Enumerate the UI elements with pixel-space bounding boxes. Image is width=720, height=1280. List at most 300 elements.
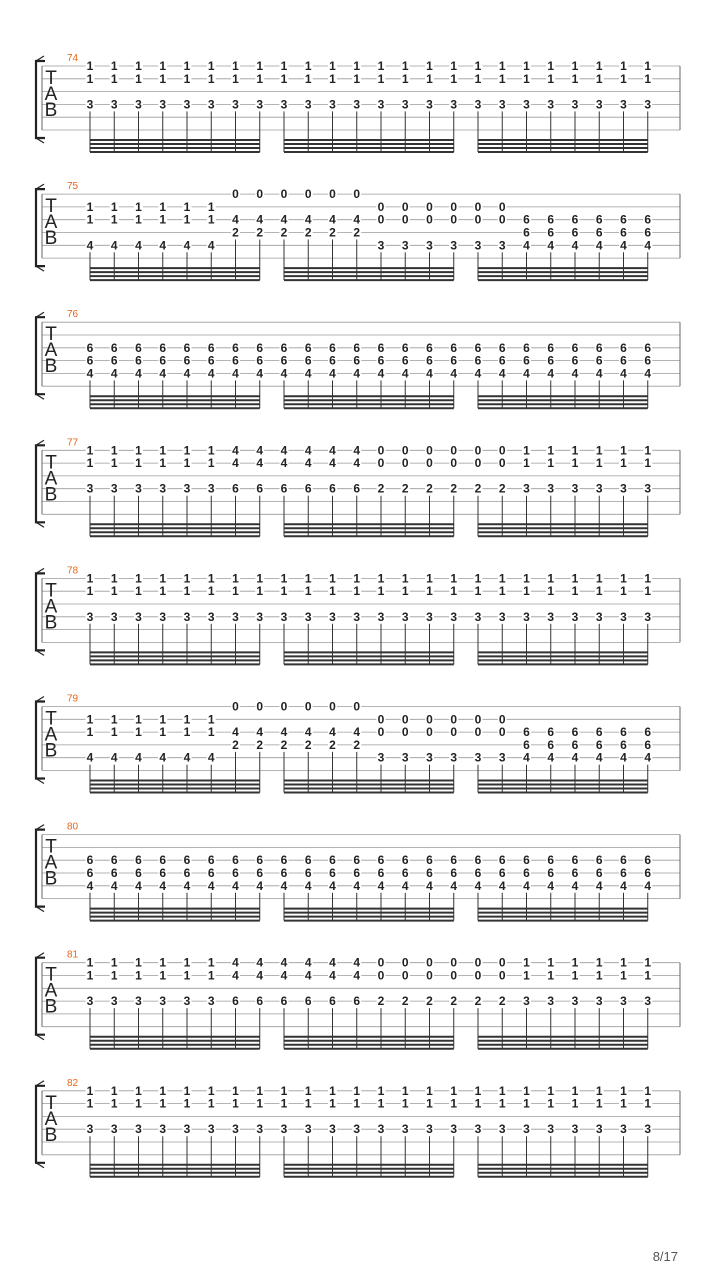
tab-clef-letter: A: [44, 340, 58, 362]
fret-number: 6: [329, 340, 336, 355]
fret-number: 1: [110, 71, 118, 86]
fret-number: 1: [620, 59, 627, 73]
fret-number: 6: [547, 340, 555, 355]
fret-number: 3: [256, 97, 264, 112]
fret-number: 6: [329, 853, 336, 868]
fret-number: 6: [644, 866, 652, 880]
fret-number: 6: [159, 340, 167, 355]
fret-number: 4: [232, 366, 239, 381]
fret-number: 6: [523, 866, 530, 880]
fret-number: 6: [232, 866, 239, 880]
fret-number: 1: [232, 1096, 239, 1111]
fret-number: 1: [86, 955, 94, 970]
fret-number: 6: [571, 737, 579, 752]
fret-number: 6: [135, 353, 142, 368]
fret-number: 1: [595, 1096, 603, 1111]
fret-number: 0: [474, 199, 482, 214]
fret-number: 1: [86, 571, 94, 586]
fret-number: 1: [159, 212, 167, 227]
fret-number: 6: [304, 853, 312, 868]
fret-number: 3: [183, 994, 191, 1009]
fret-number: 1: [159, 712, 167, 727]
fret-number: 1: [159, 1096, 167, 1111]
fret-number: 0: [498, 443, 506, 458]
fret-number: 1: [644, 59, 652, 73]
fret-number: 1: [620, 584, 627, 599]
fret-number: 4: [571, 238, 579, 253]
fret-number: 1: [304, 1083, 312, 1098]
fret-number: 3: [595, 609, 603, 624]
fret-number: 0: [450, 443, 458, 458]
fret-number: 3: [401, 1122, 409, 1137]
fret-number: 3: [135, 481, 142, 496]
fret-number: 1: [135, 725, 142, 740]
fret-number: 1: [547, 71, 555, 86]
fret-number: 4: [523, 238, 530, 253]
fret-number: 3: [498, 97, 506, 112]
fret-number: 6: [595, 725, 603, 740]
fret-number: 1: [547, 443, 555, 458]
fret-number: 6: [595, 212, 603, 227]
fret-number: 2: [377, 481, 385, 496]
fret-number: 1: [329, 1096, 336, 1111]
fret-number: 1: [135, 456, 142, 471]
fret-number: 4: [377, 878, 385, 893]
fret-number: 1: [523, 443, 530, 458]
fret-number: 1: [523, 1083, 530, 1098]
fret-number: 4: [547, 366, 555, 381]
fret-number: 3: [644, 1122, 652, 1137]
fret-number: 6: [644, 737, 652, 752]
fret-number: 1: [86, 199, 94, 214]
fret-number: 3: [280, 97, 288, 112]
fret-number: 1: [86, 212, 94, 227]
fret-number: 6: [86, 866, 94, 880]
fret-number: 4: [353, 955, 361, 970]
fret-number: 2: [256, 737, 264, 752]
fret-number: 1: [135, 443, 142, 458]
fret-number: 3: [86, 1122, 94, 1137]
fret-number: 1: [159, 456, 167, 471]
fret-number: 4: [304, 456, 312, 471]
fret-number: 4: [86, 878, 94, 893]
fret-number: 0: [401, 443, 409, 458]
fret-number: 3: [401, 97, 409, 112]
fret-number: 1: [159, 725, 167, 740]
fret-number: 1: [232, 584, 239, 599]
fret-number: 1: [329, 571, 336, 586]
fret-number: 4: [110, 238, 118, 253]
fret-number: 1: [353, 1096, 361, 1111]
fret-number: 4: [256, 955, 264, 970]
fret-number: 6: [644, 853, 652, 868]
fret-number: 3: [86, 994, 94, 1009]
fret-number: 6: [620, 737, 627, 752]
fret-number: 2: [450, 994, 458, 1009]
fret-number: 1: [401, 571, 409, 586]
fret-number: 4: [426, 878, 433, 893]
fret-number: 3: [329, 1122, 336, 1137]
fret-number: 6: [256, 994, 264, 1009]
fret-number: 1: [256, 584, 264, 599]
fret-number: 4: [159, 366, 167, 381]
fret-number: 0: [498, 456, 506, 471]
fret-number: 3: [304, 1122, 312, 1137]
fret-number: 1: [159, 59, 167, 73]
fret-number: 1: [207, 1096, 215, 1111]
fret-number: 1: [183, 584, 191, 599]
fret-number: 1: [110, 456, 118, 471]
fret-number: 1: [644, 1083, 652, 1098]
fret-number: 1: [426, 571, 433, 586]
fret-number: 1: [353, 1083, 361, 1098]
fret-number: 4: [644, 878, 652, 893]
fret-number: 6: [353, 994, 361, 1009]
fret-number: 1: [207, 955, 215, 970]
fret-number: 4: [644, 750, 652, 765]
fret-number: 4: [620, 878, 627, 893]
fret-number: 1: [86, 725, 94, 740]
fret-number: 1: [329, 1083, 336, 1098]
fret-number: 1: [377, 1083, 385, 1098]
fret-number: 1: [474, 1096, 482, 1111]
fret-number: 0: [401, 212, 409, 227]
fret-number: 6: [498, 353, 506, 368]
tab-clef-letter: B: [44, 740, 58, 762]
fret-number: 1: [523, 955, 530, 970]
fret-number: 1: [110, 212, 118, 227]
fret-number: 6: [426, 353, 433, 368]
fret-number: 0: [280, 699, 288, 714]
fret-number: 1: [280, 59, 288, 73]
fret-number: 0: [450, 712, 458, 727]
fret-number: 2: [426, 994, 433, 1009]
fret-number: 6: [256, 481, 264, 496]
fret-number: 4: [207, 366, 215, 381]
fret-number: 4: [304, 366, 312, 381]
system-bracket: [36, 702, 45, 779]
fret-number: 1: [426, 59, 433, 73]
fret-number: 2: [498, 994, 506, 1009]
fret-number: 4: [401, 366, 409, 381]
fret-number: 3: [620, 994, 627, 1009]
fret-number: 6: [595, 866, 603, 880]
fret-number: 3: [523, 609, 530, 624]
fret-number: 1: [547, 955, 555, 970]
fret-number: 6: [498, 866, 506, 880]
fret-number: 6: [304, 353, 312, 368]
fret-number: 2: [329, 225, 336, 240]
fret-number: 4: [110, 878, 118, 893]
fret-number: 4: [474, 878, 482, 893]
fret-number: 1: [547, 1096, 555, 1111]
fret-number: 0: [498, 955, 506, 970]
fret-number: 6: [232, 481, 239, 496]
fret-number: 1: [644, 968, 652, 983]
fret-number: 1: [183, 71, 191, 86]
fret-number: 6: [159, 353, 167, 368]
fret-number: 3: [547, 1122, 555, 1137]
fret-number: 2: [401, 994, 409, 1009]
fret-number: 4: [232, 955, 239, 970]
fret-number: 6: [280, 994, 288, 1009]
fret-number: 1: [620, 968, 627, 983]
measure-number: 77: [67, 437, 79, 449]
fret-number: 3: [207, 1122, 215, 1137]
fret-number: 2: [474, 994, 482, 1009]
tab-clef-letter: A: [44, 596, 58, 618]
fret-number: 6: [377, 853, 385, 868]
fret-number: 1: [207, 968, 215, 983]
fret-number: 4: [135, 750, 142, 765]
fret-number: 1: [207, 443, 215, 458]
fret-number: 4: [232, 878, 239, 893]
fret-number: 3: [571, 97, 579, 112]
fret-number: 2: [353, 225, 361, 240]
fret-number: 6: [304, 866, 312, 880]
fret-number: 3: [523, 1122, 530, 1137]
fret-number: 1: [86, 584, 94, 599]
tab-clef-letter: A: [44, 980, 58, 1002]
fret-number: 4: [232, 725, 239, 740]
fret-number: 4: [644, 238, 652, 253]
fret-number: 1: [571, 456, 579, 471]
fret-number: 6: [256, 340, 264, 355]
fret-number: 6: [595, 353, 603, 368]
fret-number: 3: [183, 609, 191, 624]
fret-number: 1: [474, 71, 482, 86]
fret-number: 1: [183, 199, 191, 214]
fret-number: 3: [450, 238, 458, 253]
fret-number: 3: [620, 1122, 627, 1137]
fret-number: 1: [450, 1083, 458, 1098]
fret-number: 0: [377, 968, 385, 983]
fret-number: 3: [353, 1122, 361, 1137]
fret-number: 4: [232, 456, 239, 471]
fret-number: 2: [304, 225, 312, 240]
fret-number: 1: [183, 712, 191, 727]
fret-number: 6: [571, 225, 579, 240]
fret-number: 6: [644, 225, 652, 240]
fret-number: 6: [207, 340, 215, 355]
tab-clef-letter: T: [45, 1092, 57, 1114]
fret-number: 6: [183, 353, 191, 368]
fret-number: 0: [232, 187, 239, 202]
fret-number: 0: [401, 199, 409, 214]
fret-number: 4: [86, 366, 94, 381]
fret-number: 1: [110, 955, 118, 970]
fret-number: 1: [110, 199, 118, 214]
fret-number: 4: [329, 968, 336, 983]
fret-number: 0: [498, 212, 506, 227]
fret-number: 0: [426, 968, 433, 983]
fret-number: 6: [571, 725, 579, 740]
fret-number: 0: [377, 199, 385, 214]
tab-clef-letter: A: [44, 212, 58, 234]
fret-number: 1: [620, 571, 627, 586]
fret-number: 3: [426, 609, 433, 624]
fret-number: 2: [353, 737, 361, 752]
tab-clef-letter: B: [44, 612, 58, 634]
fret-number: 4: [256, 443, 264, 458]
fret-number: 1: [377, 71, 385, 86]
fret-number: 1: [183, 1083, 191, 1098]
fret-number: 1: [571, 1096, 579, 1111]
fret-number: 6: [183, 853, 191, 868]
fret-number: 3: [450, 1122, 458, 1137]
fret-number: 1: [86, 443, 94, 458]
fret-number: 6: [595, 225, 603, 240]
fret-number: 3: [498, 238, 506, 253]
fret-number: 6: [620, 340, 627, 355]
fret-number: 4: [353, 443, 361, 458]
fret-number: 4: [183, 238, 191, 253]
fret-number: 4: [207, 238, 215, 253]
fret-number: 1: [183, 1096, 191, 1111]
fret-number: 6: [159, 866, 167, 880]
fret-number: 0: [426, 955, 433, 970]
system-bracket: [36, 573, 45, 650]
fret-number: 0: [474, 456, 482, 471]
fret-number: 0: [450, 725, 458, 740]
fret-number: 6: [474, 340, 482, 355]
fret-number: 1: [474, 59, 482, 73]
fret-number: 1: [159, 1083, 167, 1098]
fret-number: 1: [498, 71, 506, 86]
fret-number: 1: [183, 443, 191, 458]
fret-number: 4: [377, 366, 385, 381]
fret-number: 0: [474, 955, 482, 970]
fret-number: 1: [86, 59, 94, 73]
fret-number: 0: [474, 968, 482, 983]
fret-number: 4: [280, 366, 288, 381]
fret-number: 0: [256, 187, 264, 202]
fret-number: 0: [353, 187, 361, 202]
fret-number: 1: [377, 59, 385, 73]
fret-number: 1: [474, 1083, 482, 1098]
fret-number: 6: [401, 340, 409, 355]
measure-number: 80: [67, 821, 79, 833]
fret-number: 0: [256, 699, 264, 714]
fret-number: 6: [329, 994, 336, 1009]
fret-number: 3: [377, 609, 385, 624]
fret-number: 2: [280, 737, 288, 752]
fret-number: 1: [523, 571, 530, 586]
fret-number: 0: [498, 725, 506, 740]
fret-number: 3: [644, 609, 652, 624]
fret-number: 3: [595, 994, 603, 1009]
fret-number: 0: [426, 712, 433, 727]
fret-number: 1: [135, 212, 142, 227]
fret-number: 0: [401, 968, 409, 983]
fret-number: 4: [232, 212, 239, 227]
fret-number: 1: [644, 584, 652, 599]
fret-number: 1: [207, 1083, 215, 1098]
fret-number: 0: [450, 968, 458, 983]
fret-number: 0: [377, 955, 385, 970]
fret-number: 4: [304, 212, 312, 227]
fret-number: 3: [159, 609, 167, 624]
fret-number: 4: [644, 366, 652, 381]
fret-number: 4: [353, 878, 361, 893]
fret-number: 1: [498, 59, 506, 73]
fret-number: 3: [620, 481, 627, 496]
fret-number: 1: [498, 1083, 506, 1098]
fret-number: 1: [110, 1096, 118, 1111]
fret-number: 3: [547, 609, 555, 624]
fret-number: 6: [207, 853, 215, 868]
fret-number: 0: [474, 212, 482, 227]
fret-number: 6: [110, 866, 118, 880]
fret-number: 6: [644, 353, 652, 368]
fret-number: 4: [135, 238, 142, 253]
fret-number: 1: [547, 571, 555, 586]
fret-number: 4: [280, 968, 288, 983]
fret-number: 6: [280, 853, 288, 868]
fret-number: 3: [474, 609, 482, 624]
fret-number: 3: [353, 609, 361, 624]
fret-number: 6: [353, 340, 361, 355]
fret-number: 0: [377, 212, 385, 227]
fret-number: 4: [353, 212, 361, 227]
fret-number: 1: [426, 584, 433, 599]
fret-number: 1: [135, 571, 142, 586]
fret-number: 6: [450, 340, 458, 355]
fret-number: 1: [620, 955, 627, 970]
fret-number: 2: [450, 481, 458, 496]
fret-number: 3: [110, 97, 118, 112]
fret-number: 1: [353, 71, 361, 86]
fret-number: 1: [644, 955, 652, 970]
fret-number: 1: [110, 443, 118, 458]
fret-number: 4: [426, 366, 433, 381]
fret-number: 4: [498, 366, 506, 381]
fret-number: 4: [256, 878, 264, 893]
fret-number: 1: [523, 71, 530, 86]
fret-number: 6: [280, 340, 288, 355]
fret-number: 1: [353, 584, 361, 599]
fret-number: 4: [329, 212, 336, 227]
fret-number: 1: [523, 584, 530, 599]
fret-number: 1: [110, 584, 118, 599]
fret-number: 3: [644, 994, 652, 1009]
fret-number: 3: [474, 97, 482, 112]
fret-number: 1: [183, 725, 191, 740]
fret-number: 6: [450, 853, 458, 868]
fret-number: 6: [401, 353, 409, 368]
fret-number: 3: [426, 238, 433, 253]
fret-number: 1: [620, 1083, 627, 1098]
fret-number: 1: [86, 968, 94, 983]
fret-number: 1: [135, 968, 142, 983]
fret-number: 1: [595, 456, 603, 471]
fret-number: 4: [159, 238, 167, 253]
fret-number: 1: [280, 1083, 288, 1098]
fret-number: 3: [377, 97, 385, 112]
fret-number: 6: [523, 725, 530, 740]
fret-number: 4: [547, 750, 555, 765]
tab-clef-letter: T: [45, 964, 57, 986]
system-bracket: [36, 1086, 45, 1163]
fret-number: 6: [256, 353, 264, 368]
fret-number: 4: [498, 878, 506, 893]
fret-number: 6: [86, 853, 94, 868]
fret-number: 1: [595, 443, 603, 458]
fret-number: 1: [183, 968, 191, 983]
fret-number: 1: [110, 1083, 118, 1098]
fret-number: 2: [426, 481, 433, 496]
fret-number: 1: [135, 955, 142, 970]
